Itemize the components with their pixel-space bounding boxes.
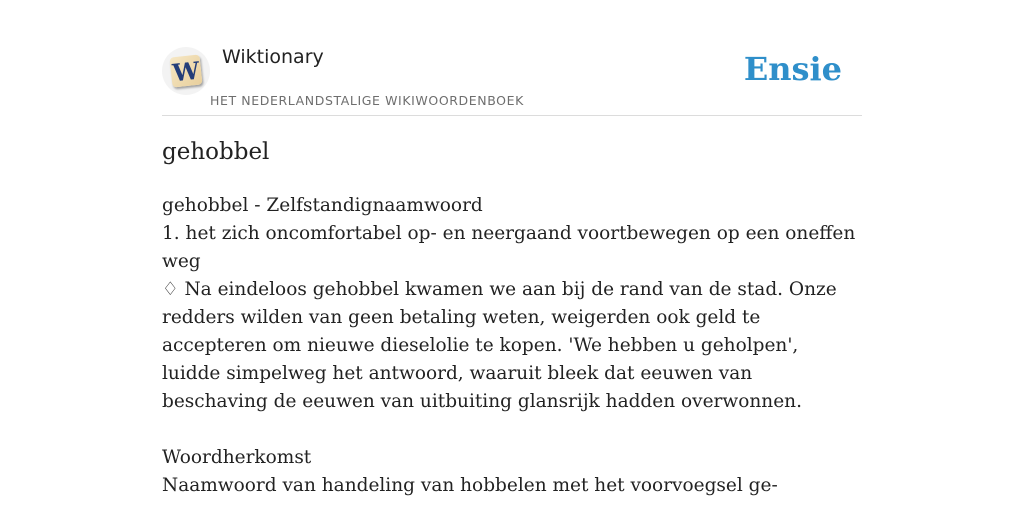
logo-tile: W (171, 55, 201, 87)
part-of-speech: gehobbel - Zelfstandignaamwoord (162, 195, 483, 216)
section-spacer (162, 416, 862, 444)
site-tagline: HET NEDERLANDSTALIGE WIKIWOORDENBOEK (210, 93, 524, 108)
header-divider (162, 115, 862, 116)
entry-content (162, 192, 862, 500)
site-name[interactable]: Wiktionary (222, 46, 324, 68)
example-sentence: ♢ Na eindeloos gehobbel kwamen we aan bij de rand van de stad. Onze redders wilden van geen betaling weten, weigerden ook geld te accepteren om nieuwe dieselolie te kopen. 'We hebben u geholpen', luidde simpelweg het antwoord, waaruit bleek dat eeuwen van beschaving de eeuwen van uitbuiting glansrijk hadden overwonnen. (162, 279, 837, 412)
brand-logo[interactable]: Ensie (743, 50, 842, 88)
definition: 1. het zich oncomfortabel op- en neergaand voortbewegen op een oneffen weg (162, 223, 856, 272)
entry-title: gehobbel (162, 139, 270, 165)
etymology-heading: Woordherkomst (162, 447, 312, 468)
wiktionary-logo-icon[interactable] (162, 47, 210, 95)
etymology-text: Naamwoord van handeling van hobbelen met het voorvoegsel ge- (162, 475, 778, 496)
